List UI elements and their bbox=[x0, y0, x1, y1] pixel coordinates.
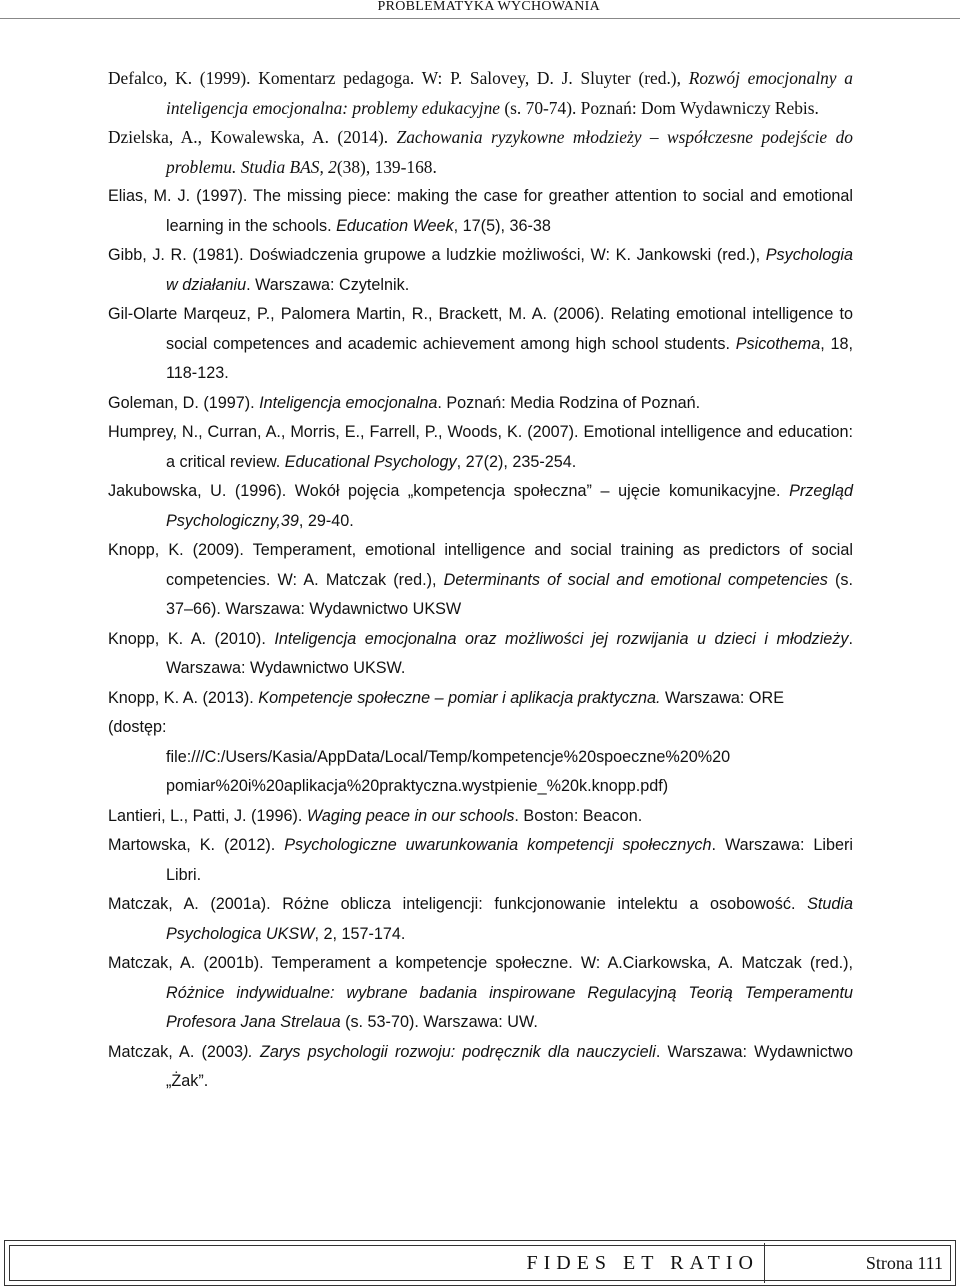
reference-entry bbox=[108, 949, 853, 1038]
reference-entry bbox=[108, 713, 853, 802]
header-rule bbox=[0, 18, 960, 19]
reference-entry bbox=[108, 300, 853, 389]
reference-pages: , 17(5), 36-38 bbox=[453, 216, 551, 235]
reference-authors: Knopp, K. A. (2013). bbox=[108, 688, 259, 707]
reference-entry bbox=[108, 182, 853, 241]
reference-list bbox=[108, 64, 853, 1097]
reference-authors: Jakubowska, U. (1996). Wokół pojęcia „kompetencja społeczna” – ujęcie komunikacyjne. bbox=[108, 482, 790, 500]
reference-authors: Dzielska, A., Kowalewska, A. (2014). bbox=[108, 127, 397, 147]
reference-entry bbox=[108, 684, 853, 714]
reference-title: Kompetencje społeczne – pomiar i aplikacja praktyczna. bbox=[258, 688, 661, 707]
reference-authors: Matczak, A. (2003 bbox=[108, 1042, 243, 1061]
reference-title: Psychologia w działaniu bbox=[166, 246, 853, 294]
reference-title: Różnice indywidualne: wybrane badania inspirowane Regulacyjną Teorią Temperamentu Profesora Jana Strelaua bbox=[166, 983, 853, 1031]
reference-journal: Przegląd Psychologiczny,39 bbox=[166, 482, 853, 530]
reference-authors: Gibb, J. R. (1981). Doświadczenia grupowe a ludzkie możliwości, W: K. Jankowski (red.), bbox=[108, 246, 766, 264]
reference-pages: , 2, 157-174. bbox=[314, 924, 406, 943]
reference-title: Zachowania ryzykowne młodzieży – współczesne podejście do problemu. bbox=[166, 127, 853, 177]
reference-authors: Knopp, K. (2009). Temperament, emotional intelligence and social training as predictors of social competencies. W: A. Matczak (red.), bbox=[108, 541, 853, 589]
reference-details: Warszawa: ORE bbox=[660, 688, 785, 707]
reference-details: (s. 53-70). Warszawa: UW. bbox=[340, 1013, 538, 1031]
reference-title: Psychologiczne uwarunkowania kompetencji społecznych bbox=[284, 836, 712, 854]
reference-journal: Educational Psychology bbox=[284, 452, 457, 471]
reference-title: Determinants of social and emotional competencies bbox=[443, 570, 828, 589]
reference-details: (s. 37–66). Warszawa: Wydawnictwo UKSW bbox=[166, 570, 853, 618]
reference-details: . Poznań: Media Rodzina of Poznań. bbox=[437, 393, 701, 412]
reference-title: Inteligencja emocjonalna oraz możliwości jej rozwijania u dzieci i młodzieży bbox=[274, 629, 849, 648]
access-path: file:///C:/Users/Kasia/AppData/Local/Temp/kompetencje%20spoeczne%20%20 bbox=[166, 747, 731, 766]
reference-pages: (38), 139-168. bbox=[336, 156, 437, 177]
reference-details: . Boston: Beacon. bbox=[514, 806, 643, 825]
reference-entry bbox=[108, 831, 853, 890]
reference-authors: Gil-Olarte Marqeuz, P., Palomera Martin, R., Brackett, M. A. (2006). Relating emotional intelligence to social competences and academic achievement among high school students. bbox=[108, 305, 853, 353]
reference-entry bbox=[108, 241, 853, 300]
reference-pages: , 29-40. bbox=[298, 511, 354, 530]
access-label: (dostęp: bbox=[108, 718, 167, 736]
reference-entry bbox=[108, 890, 853, 949]
journal-name: FIDES ET RATIO bbox=[526, 1252, 759, 1274]
reference-authors: Matczak, A. (2001a). Różne oblicza inteligencji: funkcjonowanie intelektu a osobowość. bbox=[108, 895, 808, 913]
reference-entry bbox=[108, 123, 853, 182]
reference-entry bbox=[108, 64, 853, 123]
page-number: Strona 111 bbox=[865, 1253, 943, 1273]
reference-authors: Matczak, A. (2001b). Temperament a kompetencje społeczne. W: A.Ciarkowska, A. Matczak (red.), bbox=[108, 954, 853, 972]
reference-journal: Psicothema bbox=[735, 334, 821, 353]
reference-pages: , 27(2), 235-254. bbox=[456, 452, 577, 471]
reference-title: Rozwój emocjonalny a inteligencja emocjonalna: problemy edukacyjne bbox=[166, 68, 853, 118]
header-title: PROBLEMATYKA WYCHOWANIA bbox=[377, 0, 600, 14]
reference-entry bbox=[108, 802, 853, 832]
reference-entry bbox=[108, 477, 853, 536]
reference-pages: , 18, 118-123. bbox=[166, 334, 854, 382]
reference-authors: Elias, M. J. (1997). The missing piece: making the case for greather attention to social and emotional learning in the schools. bbox=[108, 187, 853, 235]
reference-authors: Knopp, K. A. (2010). bbox=[108, 629, 275, 648]
reference-entry bbox=[108, 389, 853, 419]
reference-authors: Martowska, K. (2012). bbox=[108, 836, 285, 854]
reference-details: (s. 70-74). Poznań: Dom Wydawniczy Rebis. bbox=[500, 97, 819, 118]
reference-journal: Studia Psychologica UKSW bbox=[166, 895, 853, 943]
access-path: pomiar%20i%20aplikacja%20praktyczna.wystpienie_%20k.knopp.pdf) bbox=[166, 777, 669, 795]
reference-journal: Studia BAS, 2 bbox=[240, 156, 337, 177]
reference-details: . Warszawa: Wydawnictwo UKSW. bbox=[166, 629, 853, 677]
reference-entry bbox=[108, 418, 853, 477]
reference-authors: Defalco, K. (1999). Komentarz pedagoga. W: P. Salovey, D. J. Sluyter (red.), bbox=[108, 68, 689, 88]
reference-details: . Warszawa: Liberi Libri. bbox=[166, 836, 853, 884]
reference-title: ). Zarys psychologii rozwoju: podręcznik dla nauczycieli bbox=[242, 1042, 656, 1061]
reference-journal: Education Week bbox=[336, 216, 454, 235]
page-footer bbox=[4, 1240, 956, 1286]
reference-entry bbox=[108, 1038, 853, 1097]
reference-entry bbox=[108, 625, 853, 684]
reference-authors: Goleman, D. (1997). bbox=[108, 393, 260, 412]
footer-frame bbox=[9, 1245, 951, 1281]
reference-authors: Lantieri, L., Patti, J. (1996). bbox=[108, 806, 307, 825]
footer-divider bbox=[764, 1243, 765, 1283]
reference-entry bbox=[108, 536, 853, 625]
reference-title: Inteligencja emocjonalna bbox=[259, 393, 438, 412]
reference-authors: Humprey, N., Curran, A., Morris, E., Farrell, P., Woods, K. (2007). Emotional intelligence and education: a critical review. bbox=[108, 423, 853, 471]
reference-details: . Warszawa: Wydawnictwo „Żak”. bbox=[166, 1042, 853, 1090]
reference-title: Waging peace in our schools bbox=[306, 806, 515, 825]
reference-details: . Warszawa: Czytelnik. bbox=[246, 275, 410, 294]
